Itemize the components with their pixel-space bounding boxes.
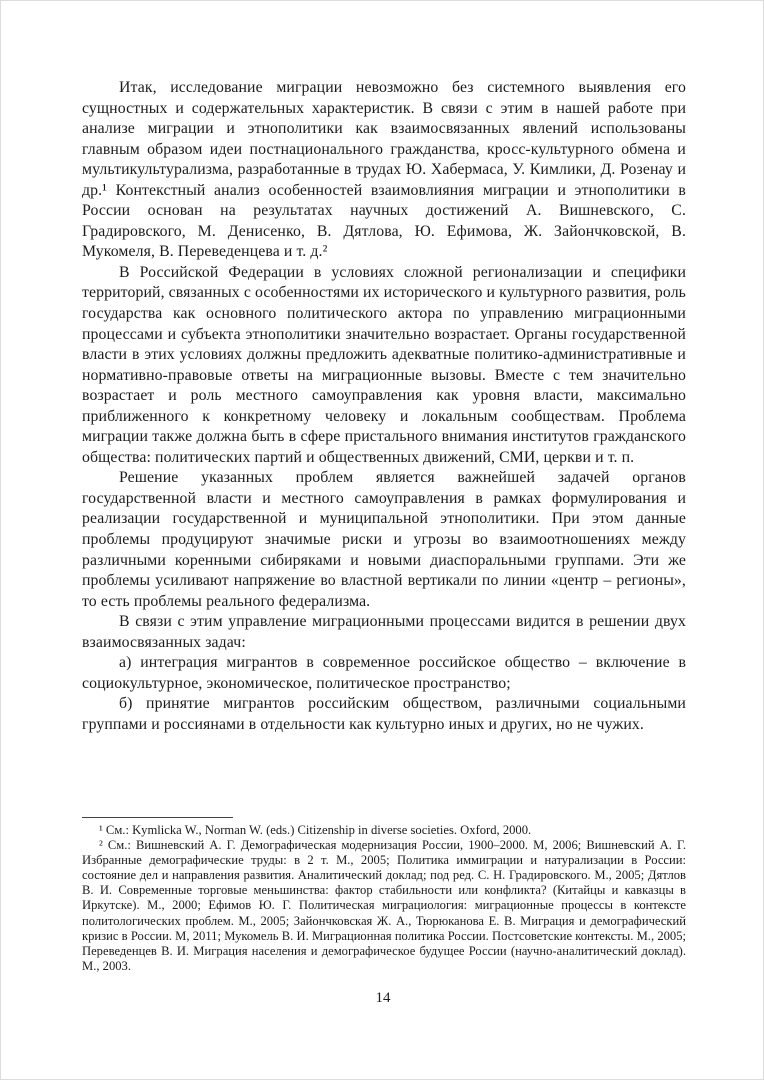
footnotes-section [82,817,686,974]
paragraph-task-b-acceptance: б) принятие мигрантов российским обществом, различными социальными группами и россиянами в отдельности как культурно иных и других, но не чужих. [82,695,686,733]
footnote-1: ¹ См.: Kymlicka W., Norman W. (eds.) Citizenship in diverse societies. Oxford, 2000. [99,823,532,837]
paragraph-task-a-integration: а) интеграция мигрантов в современное российское общество – включение в социокультурное, экономическое, политическое пространство; [82,654,686,692]
paragraph-two-tasks-intro: В связи с этим управление миграционными процессами видится в решении двух взаимосвязанных задач: [82,613,686,651]
footnote-separator-rule [82,817,233,818]
paragraph-russian-federation-role: В Российской Федерации в условиях сложной регионализации и специфики территорий, связанных с особенностями их исторического и культурного развития, роль государства как основного политического актора по управлению миграционными процессами и субъекта этнополитики значительно возрастает. Органы государственной власти в этих условиях должны предложить адекватные политико-административные и нормативно-правовые ответы на миграционные вызовы. Вместе с тем значительно возрастает и роль местного самоуправления как уровня власти, максимально приближенного к конкретному человеку и локальным сообществам. Проблема миграции также должна быть в сфере пристального внимания институтов гражданского общества: политических партий и общественных движений, СМИ, церкви и т. п. [82,263,686,466]
paragraph-problem-solution: Решение указанных проблем является важнейшей задачей органов государственной власти и местного самоуправления в рамках формулирования и реализации государственной и муниципальной этнополитики. При этом данные проблемы продуцируют значимые риски и угрозы во взаимоотношениях между различными коренными сибиряками и новыми диаспоральными группами. Эти же проблемы усиливают напряжение во властной вертикали по линии «центр – регионы», то есть проблемы реального федерализма. [82,469,686,610]
body-text [82,78,686,736]
page-number: 14 [375,990,391,1006]
footnote-2: ² См.: Вишневский А. Г. Демографическая модернизация России, 1900–2000. М, 2006; Вишневский А. Г. Избранные демографические труды: в 2 т. М., 2005; Политика иммиграции и натурализации в России: состояние дел и направления развития. Аналитический доклад; под ред. С. Н. Градировского. М., 2005; Дятлов В. И. Современные торговые меньшинства: фактор стабильности или конфликта? (Китайцы и кавказцы в Иркутске). М., 2000; Ефимов Ю. Г. Политическая миграциология: миграционные процессы в контексте политологических проблем. М., 2005; Зайончковская Ж. А., Тюрюканова Е. В. Миграция и демографический кризис в России. М, 2011; Мукомель В. И. Миграционная политика России. Постсоветские контексты. М., 2005; Переведенцев В. И. Миграция населения и демографическое будущее России (научно-аналитический доклад). М., 2003. [82,838,686,973]
paragraph-intro-migration-research: Итак, исследование миграции невозможно без системного выявления его сущностных и содержательных характеристик. В связи с этим в нашей работе при анализе миграции и этнополитики как взаимосвязанных явлений использованы главным образом идеи постнационального гражданства, кросс-культурного обмена и мультикультурализма, разработанные в трудах Ю. Хабермаса, У. Кимлики, Д. Розенау и др.¹ Контекстный анализ особенностей взаимовлияния миграции и этнополитики в России основан на результатах научных достижений А. Вишневского, С. Градировского, М. Денисенко, В. Дятлова, Ю. Ефимова, Ж. Зайончковской, В. Мукомеля, В. Переведенцева и т. д.² [82,79,686,261]
